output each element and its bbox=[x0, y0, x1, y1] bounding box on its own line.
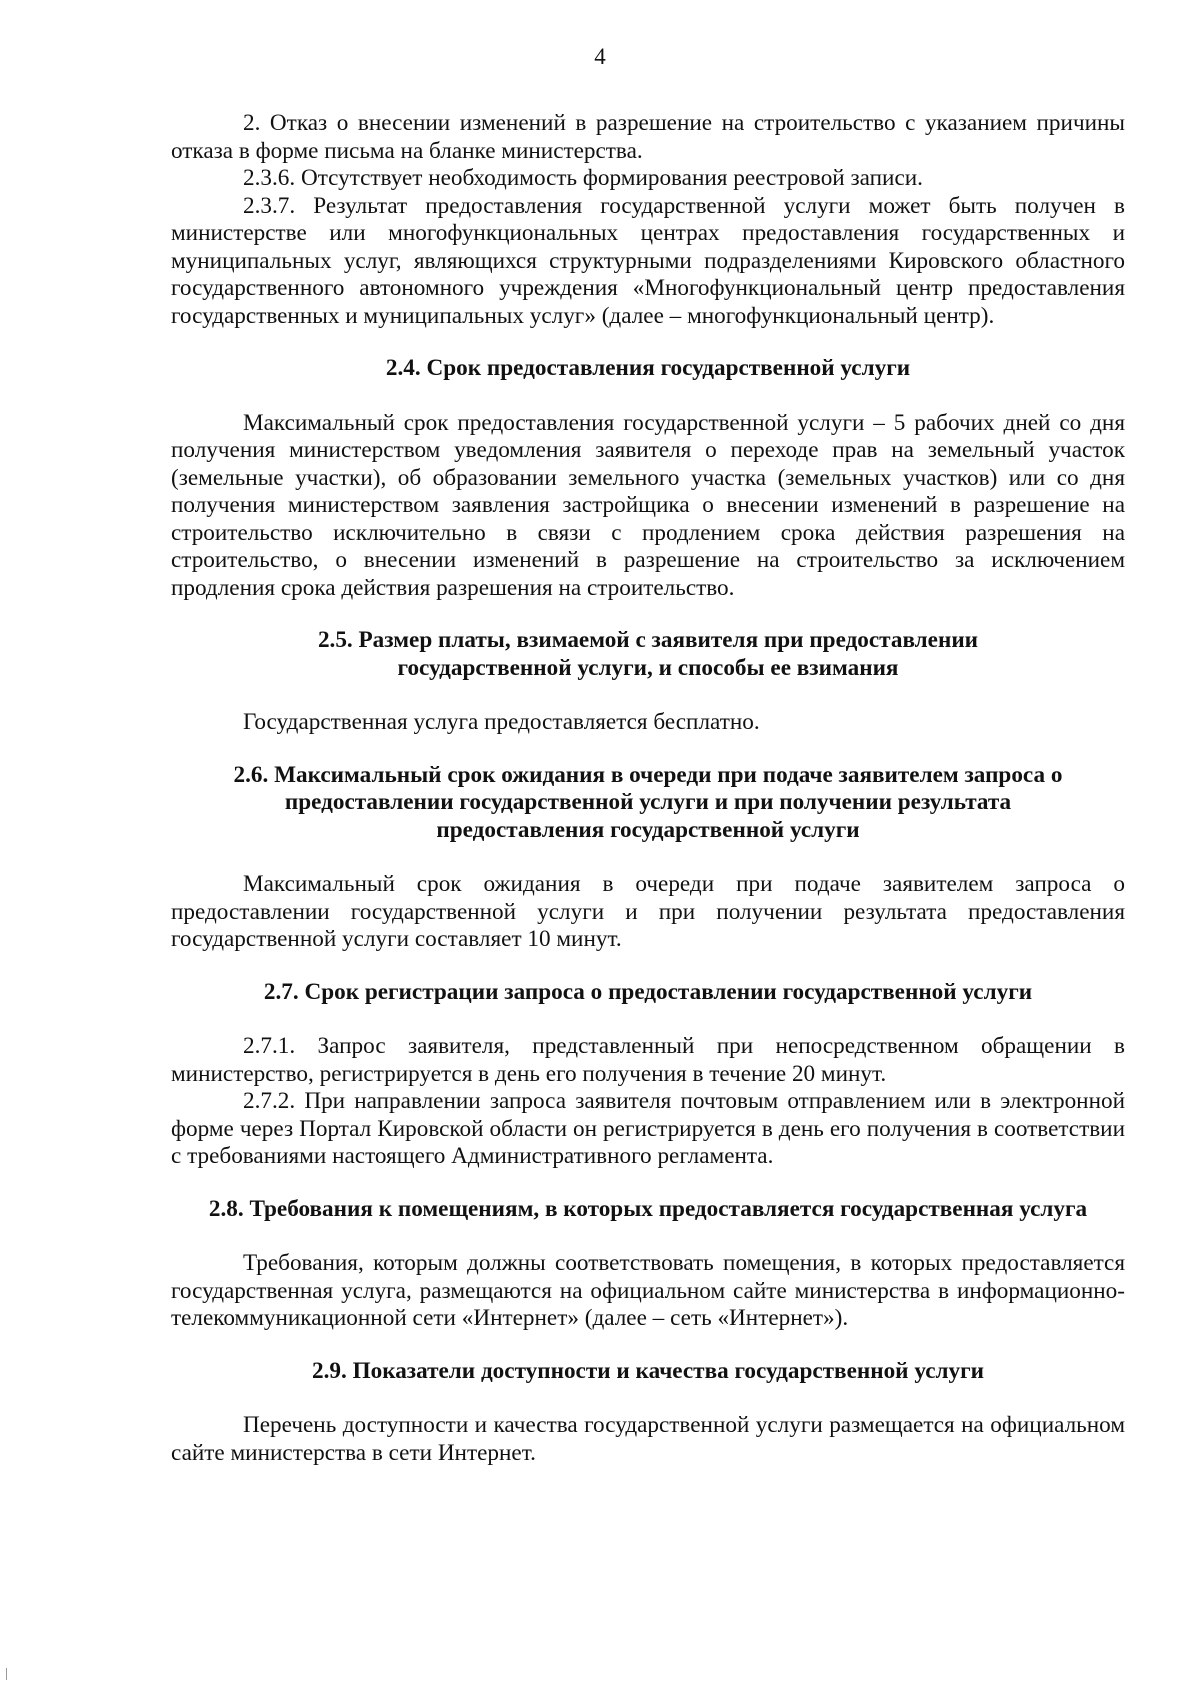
paragraph-refusal-letter: 2. Отказ о внесении изменений в разрешение на строительство с указанием причины отказа в форме письма на бланке министерства. bbox=[171, 110, 1125, 164]
paragraph-2-4: Максимальный срок предоставления государственной услуги – 5 рабочих дней со дня получения министерством уведомления заявителя о переходе прав на земельный участок (земельные участки), об образовании земельного участка (земельных участков) или со дня получения министерством заявления застройщика о внесении изменений в разрешение на строительство исключительно в связи с продлением срока действия разрешения на строительство, о внесении изменений в разрешение на строительство за исключением продления срока действия разрешения на строительство. bbox=[171, 409, 1125, 601]
heading-2-6 bbox=[171, 762, 1125, 845]
heading-2-4 bbox=[171, 355, 1125, 383]
paragraph-2-8: Требования, которым должны соответствовать помещения, в которых предоставляется государственная услуга, размещаются на официальном сайте министерства в информационно-телекоммуникационной сети «Интернет» (далее – сеть «Интернет»). bbox=[171, 1250, 1125, 1331]
heading-line: 2.8. Требования к помещениям, в которых предоставляется государственная услуга bbox=[208, 1195, 1088, 1222]
paragraph-2-9: Перечень доступности и качества государственной услуги размещается на официальном сайте министерства в сети Интернет. bbox=[171, 1412, 1125, 1466]
heading-line: государственной услуги, и способы ее взимания bbox=[397, 654, 899, 681]
paragraph-2-5: Государственная услуга предоставляется бесплатно. bbox=[243, 709, 760, 735]
heading-2-5 bbox=[171, 627, 1125, 682]
heading-line: 2.7. Срок регистрации запроса о предоставлении государственной услуги bbox=[263, 978, 1033, 1005]
paragraph-2-7-2: 2.7.2. При направлении запроса заявителя почтовым отправлением или в электронной форме через Портал Кировской области он регистрируется в день его получения в соответствии с требованиями настоящего Административного регламента. bbox=[171, 1088, 1125, 1169]
heading-line: 2.9. Показатели доступности и качества государственной услуги bbox=[311, 1357, 984, 1384]
document-body bbox=[171, 110, 1125, 1467]
heading-2-7 bbox=[171, 979, 1125, 1007]
paragraph-2-3-6: 2.3.6. Отсутствует необходимость формирования реестровой записи. bbox=[243, 165, 923, 191]
heading-2-9 bbox=[171, 1358, 1125, 1386]
heading-line: 2.4. Срок предоставления государственной услуги bbox=[385, 355, 911, 381]
page-number: 4 bbox=[594, 44, 606, 69]
paragraph-2-3-7: 2.3.7. Результат предоставления государственной услуги может быть получен в министерстве или многофункциональных центрах предоставления государственных и муниципальных услуг, являющихся структурными подразделениями Кировского областного государственного автономного учреждения «Многофункциональный центр предоставления государственных и муниципальных услуг» (далее – многофункциональный центр). bbox=[171, 192, 1125, 329]
heading-line: 2.5. Размер платы, взимаемой с заявителя при предоставлении bbox=[317, 627, 979, 653]
heading-line: 2.6. Максимальный срок ожидания в очереди при подаче заявителем запроса о bbox=[233, 761, 1063, 788]
paragraph-2-6: Максимальный срок ожидания в очереди при подаче заявителем запроса о предоставлении государственной услуги и при получении результата предоставления государственной услуги составляет 10 минут. bbox=[171, 871, 1125, 952]
paragraph-2-7-1: 2.7.1. Запрос заявителя, представленный при непосредственном обращении в министерство, регистрируется в день его получения в течение 20 минут. bbox=[171, 1033, 1125, 1087]
heading-2-8 bbox=[171, 1196, 1125, 1224]
heading-line: предоставления государственной услуги bbox=[436, 816, 860, 843]
heading-line: предоставлении государственной услуги и при получении результата bbox=[284, 789, 1012, 815]
scan-edge-mark bbox=[6, 1668, 7, 1680]
